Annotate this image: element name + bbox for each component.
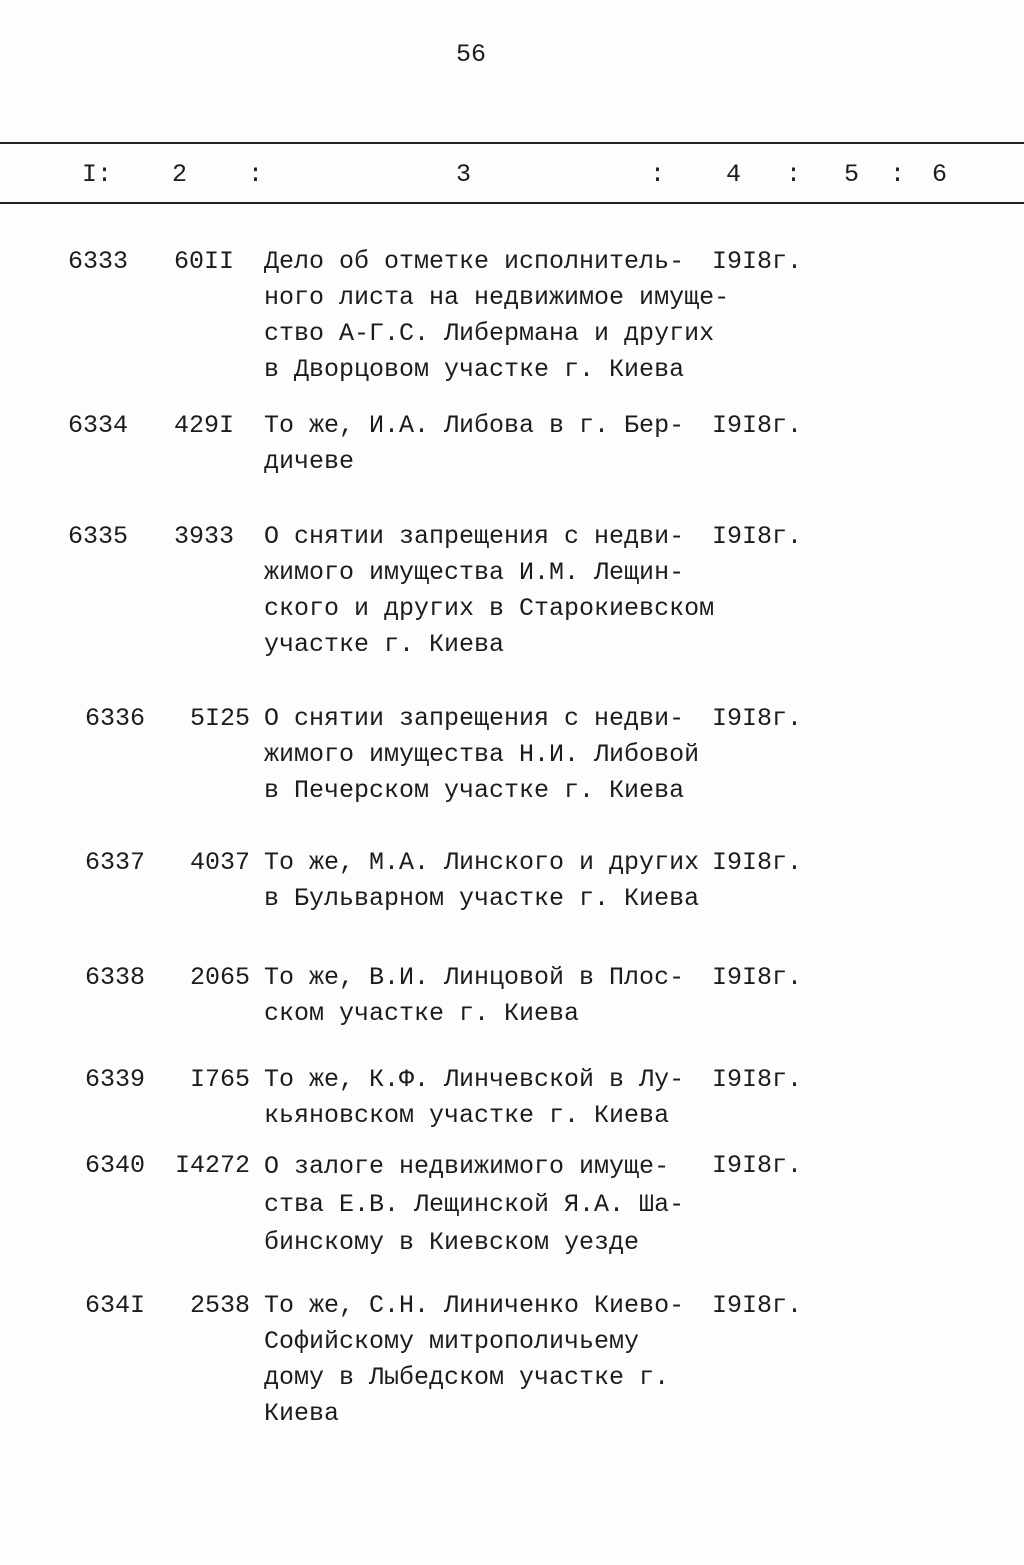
- header-sep: :: [786, 160, 802, 189]
- header-col-3: 3: [456, 160, 472, 189]
- item-year: I9I8г.: [712, 1065, 803, 1094]
- archive-number: 2065: [189, 963, 250, 992]
- item-year: I9I8г.: [712, 963, 803, 992]
- item-description: То же, М.А. Линского и других в Бульварном участке г. Киева: [264, 848, 700, 913]
- item-description: О снятии запрещения с недви- жимого имущества И.М. Лещин- ского и других в Старокиевском участке г. Киева: [264, 522, 715, 659]
- item-description: Дело об отметке исполнитель- ного листа на недвижимое имуще- ство А-Г.С. Либермана и других в Дворцовом участке г. Киева: [264, 247, 730, 384]
- item-year: I9I8г.: [712, 522, 803, 551]
- header-top-rule: [0, 142, 1024, 144]
- header-bottom-rule: [0, 202, 1024, 204]
- item-year: I9I8г.: [712, 411, 803, 440]
- item-number: 6334: [68, 411, 129, 440]
- item-number: 6337: [85, 848, 146, 877]
- header-sep: :: [650, 160, 666, 189]
- archive-number: 429I: [173, 411, 234, 440]
- item-year: I9I8г.: [712, 848, 803, 877]
- item-year: I9I8г.: [712, 1291, 803, 1320]
- item-number: 6338: [85, 963, 146, 992]
- archive-number: 4037: [189, 848, 250, 877]
- item-number: 6339: [85, 1065, 146, 1094]
- item-description: То же, С.Н. Линиченко Киево- Софийскому митрополичьему дому в Лыбедском участке г. Киева: [264, 1291, 685, 1428]
- item-year: I9I8г.: [712, 247, 803, 276]
- item-description: То же, И.А. Либова в г. Бер- дичеве: [264, 411, 685, 476]
- archive-number: I765: [189, 1065, 250, 1094]
- archive-number: I4272: [174, 1151, 250, 1180]
- item-number: 6336: [85, 704, 146, 733]
- item-year: I9I8г.: [712, 704, 803, 733]
- archive-number: 2538: [189, 1291, 250, 1320]
- header-sep: :: [890, 160, 906, 189]
- item-description: То же, В.И. Линцовой в Плос- ском участке г. Киева: [264, 963, 685, 1028]
- item-number: 6333: [68, 247, 129, 276]
- item-description: О залоге недвижимого имуще- ства Е.В. Лещинской Я.А. Ша- бинскому в Киевском уезде: [264, 1152, 685, 1257]
- item-year: I9I8г.: [712, 1151, 803, 1180]
- page-number: 56: [456, 40, 487, 69]
- header-col-4: 4: [726, 160, 742, 189]
- archive-number: 60II: [173, 247, 234, 276]
- item-description: О снятии запрещения с недви- жимого имущества Н.И. Либовой в Печерском участке г. Киева: [264, 704, 700, 805]
- header-sep: :: [248, 160, 264, 189]
- header-col-1: I:: [82, 160, 113, 189]
- header-col-2: 2: [172, 160, 188, 189]
- item-description: То же, К.Ф. Линчевской в Лу- кьяновском участке г. Киева: [264, 1065, 685, 1130]
- header-col-5: 5: [844, 160, 860, 189]
- item-number: 6340: [85, 1151, 146, 1180]
- archive-number: 3933: [173, 522, 234, 551]
- item-number: 634I: [85, 1291, 146, 1320]
- archive-number: 5I25: [189, 704, 250, 733]
- item-number: 6335: [68, 522, 129, 551]
- header-col-6: 6: [932, 160, 948, 189]
